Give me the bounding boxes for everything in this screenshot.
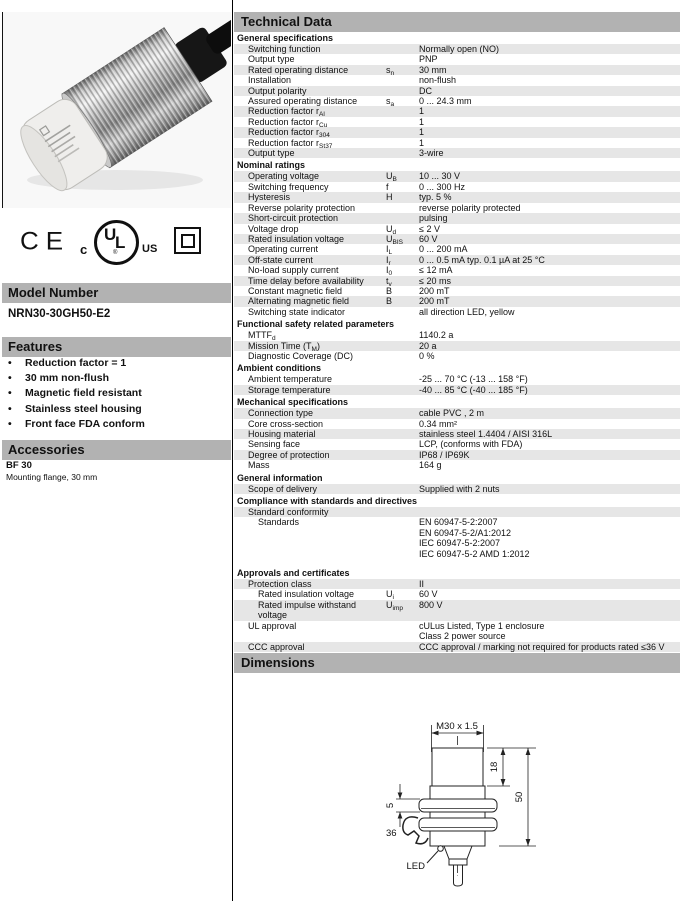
spec-value: 0 ... 300 Hz — [419, 181, 466, 192]
spec-value: 30 mm — [419, 64, 447, 75]
spec-label: Output type — [248, 148, 295, 159]
feature-item: • 30 mm non-flush — [8, 372, 110, 385]
spec-row — [234, 419, 680, 429]
spec-label: Reduction factor $r_{Al}$ — [248, 106, 325, 119]
registered-mark: ® — [113, 250, 118, 256]
spec-symbol — [386, 54, 419, 64]
spec-label: Switching frequency — [248, 181, 329, 192]
spec-label: Time delay before availability — [248, 275, 364, 286]
spec-value: 0 ... 24.3 mm — [419, 96, 472, 107]
protection-class-2-icon — [174, 227, 201, 254]
spec-symbol: B — [386, 285, 393, 296]
spec-row — [234, 330, 680, 343]
spec-section-title: General specifications — [237, 33, 334, 43]
spec-value: 1 — [419, 137, 425, 148]
spec-value: 0 % — [419, 350, 435, 361]
feature-item: • Reduction factor = 1 — [8, 357, 127, 369]
spec-row — [234, 439, 680, 449]
spec-symbol — [386, 579, 419, 589]
spec-label: Operating current — [248, 244, 319, 255]
spec-symbol — [386, 341, 419, 351]
feature-item: • Stainless steel housing — [8, 402, 142, 415]
spec-symbol: $I_L$ — [386, 244, 393, 257]
spec-label: Reverse polarity protection — [248, 202, 356, 213]
spec-row — [234, 86, 680, 96]
spec-value: 20 a — [419, 340, 437, 351]
overall-length-label: 50 — [514, 791, 525, 803]
spec-row — [234, 54, 680, 64]
spec-value: 1 — [419, 116, 425, 127]
spec-symbol — [386, 86, 419, 96]
spec-value: non-flush — [419, 75, 457, 86]
spec-value: 10 ... 30 V — [419, 171, 461, 182]
spec-label: Core cross-section — [248, 418, 324, 429]
spec-label: Connection type — [248, 408, 314, 419]
spec-symbol — [386, 429, 419, 439]
spec-value: ≤ 2 V — [419, 223, 440, 234]
spec-value: Normally open (NO) — [419, 44, 500, 54]
spec-row — [234, 484, 680, 494]
spec-row — [234, 579, 680, 589]
ce-mark: CE — [20, 226, 71, 256]
spec-symbol: $U_{BIS}$ — [386, 233, 403, 246]
spec-symbol — [386, 213, 419, 223]
spec-section-title: Nominal ratings — [237, 160, 306, 171]
spec-label: Hysteresis — [248, 192, 291, 203]
spec-symbol: $t_v$ — [386, 275, 392, 288]
spec-row — [234, 450, 680, 460]
spec-row — [234, 224, 680, 234]
accessory-name: BF 30 — [6, 460, 32, 471]
spec-symbol: H — [386, 192, 393, 203]
spec-label: Alternating magnetic field — [248, 296, 350, 307]
spec-symbol — [386, 517, 419, 559]
ul-canada-label: c — [80, 242, 88, 257]
spec-value: 0 ... 200 mA — [419, 244, 468, 255]
spec-row — [234, 75, 680, 85]
spec-value: cULus Listed, Type 1 enclosure Class 2 power source — [419, 620, 545, 642]
spec-section-title: Functional safety related parameters — [237, 319, 395, 330]
spec-value: PNP — [419, 54, 438, 65]
spec-value: LCP, (conforms with FDA) — [419, 439, 523, 450]
spec-label: Mission Time $(T_M)$ — [248, 340, 320, 353]
spec-section-title: Compliance with standards and directives — [237, 496, 418, 507]
spec-label: No-load supply current — [248, 265, 339, 276]
spec-row — [234, 213, 680, 223]
spec-value: stainless steel 1.4404 / AISI 316L — [419, 429, 553, 439]
spec-symbol — [386, 138, 419, 148]
spec-row — [234, 351, 680, 361]
spec-symbol — [386, 621, 419, 642]
nut-thickness-label: 5 — [385, 802, 396, 809]
spec-label: Installation — [248, 75, 292, 86]
spec-label: Scope of delivery — [248, 483, 318, 494]
spec-symbol — [386, 385, 419, 395]
spec-label: Assured operating distance — [248, 96, 358, 107]
model-number-value: NRN30-30GH50-E2 — [8, 308, 111, 320]
spec-row — [234, 296, 680, 306]
spec-symbol: $s_a$ — [386, 96, 395, 109]
spec-value: 1140.2 a — [419, 330, 454, 341]
spec-label: Diagnostic Coverage (DC) — [248, 350, 354, 361]
spec-symbol — [386, 450, 419, 460]
spec-row — [234, 589, 680, 602]
spec-symbol — [386, 148, 419, 158]
spec-label: Standards — [258, 517, 300, 528]
spec-row — [234, 182, 680, 192]
spec-row — [234, 429, 680, 439]
spec-value: 60 V — [419, 233, 438, 244]
spec-symbol — [386, 642, 419, 652]
dimension-drawing — [234, 672, 680, 901]
spec-value: CCC approval / marking not required for products rated ≤36 V — [419, 641, 665, 652]
spec-symbol — [386, 439, 419, 449]
spec-row — [234, 203, 680, 213]
spec-row — [234, 341, 680, 351]
spec-section-title: Ambient conditions — [237, 363, 321, 374]
spec-label: Standard conformity — [248, 507, 329, 518]
head-length-label: 18 — [489, 761, 500, 773]
spec-value: reverse polarity protected — [419, 202, 521, 213]
spec-symbol — [386, 106, 419, 116]
spec-symbol: B — [386, 296, 393, 307]
spec-label: Storage temperature — [248, 384, 331, 395]
spec-value: II — [419, 579, 425, 590]
spec-value: 60 V — [419, 589, 438, 600]
spec-symbol: $U_i$ — [386, 589, 394, 602]
spec-row — [234, 65, 680, 75]
led-label: LED — [406, 861, 425, 872]
spec-symbol — [386, 351, 419, 361]
column-divider — [232, 0, 233, 901]
spec-symbol: $I_0$ — [386, 265, 393, 278]
spec-value: IP68 / IP69K — [419, 449, 470, 460]
spec-label: Rated impulse withstand voltage — [258, 599, 357, 621]
cul-us-mark — [78, 218, 160, 270]
spec-label: Rated operating distance — [248, 64, 349, 75]
spec-label: Reduction factor $r_{Cu}$ — [248, 116, 328, 129]
spec-value: 0 ... 0.5 mA typ. 0.1 µA at 25 °C — [419, 254, 545, 265]
spec-value: ≤ 20 ms — [419, 275, 451, 286]
spec-symbol — [386, 419, 419, 429]
spec-row — [234, 96, 680, 109]
spec-label: Protection class — [248, 579, 312, 590]
technical-data-table — [234, 31, 680, 652]
spec-row — [234, 385, 680, 395]
spec-row — [234, 621, 680, 642]
spec-label: Housing material — [248, 429, 316, 439]
spec-symbol — [386, 203, 419, 213]
model-number-header: Model Number — [2, 283, 231, 303]
spec-label: Reduction factor $r_{304}$ — [248, 127, 330, 140]
spec-symbol — [386, 117, 419, 127]
spec-value: Supplied with 2 nuts — [419, 483, 500, 494]
spec-row — [234, 307, 680, 317]
spec-symbol — [386, 460, 419, 470]
feature-item: • Front face FDA conform — [8, 417, 145, 430]
spec-value: 1 — [419, 127, 425, 138]
spec-symbol: $U_d$ — [386, 223, 397, 236]
spec-row — [234, 265, 680, 278]
spec-row — [234, 286, 680, 296]
feature-item: • Magnetic field resistant — [8, 387, 142, 400]
spec-value: 200 mT — [419, 285, 450, 296]
spec-section-title: Approvals and certificates — [237, 568, 350, 579]
spec-row — [234, 517, 680, 559]
spec-row — [234, 171, 680, 184]
spec-symbol — [386, 75, 419, 85]
spec-label: Switching state indicator — [248, 306, 346, 317]
spec-value: 164 g — [419, 460, 442, 471]
product-photo-image — [3, 12, 231, 208]
technical-data-header: Technical Data — [234, 12, 680, 32]
spec-label: Rated insulation voltage — [258, 589, 355, 600]
spec-label: Off-state current — [248, 254, 313, 265]
accessories-header: Accessories — [2, 440, 231, 460]
spec-row — [234, 192, 680, 202]
spec-value — [419, 507, 680, 517]
spec-label: Degree of protection — [248, 449, 330, 460]
accessories-list — [6, 460, 226, 482]
spec-label: Ambient temperature — [248, 374, 333, 385]
spec-label: Switching function — [248, 44, 321, 54]
spec-symbol: $U_{imp}$ — [386, 599, 403, 612]
spec-value: 800 V — [419, 599, 443, 610]
spec-label: Output type — [248, 54, 295, 65]
spec-value: 200 mT — [419, 296, 450, 307]
spec-label: CCC approval — [248, 641, 305, 652]
spec-label: Reduction factor $r_{St37}$ — [248, 137, 333, 150]
spec-label: Voltage drop — [248, 223, 299, 234]
spec-label: Operating voltage — [248, 171, 320, 182]
spec-symbol — [386, 307, 419, 317]
spec-label: UL approval — [248, 620, 297, 631]
spec-row — [234, 234, 680, 244]
spec-value: DC — [419, 85, 432, 96]
spec-symbol: $I_r$ — [386, 254, 391, 267]
spec-section-title: Mechanical specifications — [237, 397, 349, 408]
spec-value: 0.34 mm² — [419, 418, 458, 429]
dimensions-header: Dimensions — [234, 653, 680, 673]
certification-marks — [2, 218, 230, 270]
spec-row — [234, 408, 680, 418]
spec-value: EN 60947-5-2:2007 EN 60947-5-2/A1:2012 IEC 60947-5-2:2007 IEC 60947-5-2 AMD 1:2012 — [419, 517, 530, 559]
spec-row — [234, 374, 680, 384]
spec-symbol: $s_n$ — [386, 64, 395, 77]
spec-row — [234, 106, 680, 119]
spec-value: cable PVC , 2 m — [419, 408, 485, 419]
spec-row — [234, 44, 680, 54]
spec-row — [234, 507, 680, 517]
accessory-description: Mounting flange, 30 mm — [6, 472, 98, 482]
spec-label: Output polarity — [248, 85, 307, 96]
spec-label: Sensing face — [248, 439, 301, 450]
spec-row — [234, 460, 680, 470]
spec-symbol — [386, 484, 419, 494]
spec-row — [234, 642, 680, 652]
spec-row — [234, 244, 680, 257]
spec-row — [234, 127, 680, 140]
features-header: Features — [2, 337, 231, 357]
spec-value: 3-wire — [419, 148, 444, 159]
spec-symbol: $U_B$ — [386, 171, 397, 184]
accessory-item — [6, 460, 226, 482]
spec-row — [234, 255, 680, 265]
spec-section-title: General information — [237, 472, 323, 483]
spec-label: Mass — [248, 460, 270, 471]
spec-value: ≤ 12 mA — [419, 265, 453, 276]
spec-symbol — [386, 330, 419, 340]
spec-symbol — [386, 408, 419, 418]
spec-symbol — [386, 507, 419, 517]
spec-row — [234, 600, 680, 621]
spec-row — [234, 117, 680, 127]
thread-dimension-label: M30 x 1.5 — [436, 721, 478, 732]
spec-value: -40 ... 85 °C (-40 ... 185 °F) — [419, 384, 528, 395]
spec-value: typ. 5 % — [419, 192, 452, 203]
spec-value: all direction LED, yellow — [419, 306, 515, 317]
spec-row — [234, 138, 680, 148]
spec-symbol: f — [386, 181, 389, 192]
spec-row — [234, 276, 680, 286]
spec-symbol — [386, 44, 419, 54]
product-photo — [2, 12, 231, 208]
spec-label: Short-circuit protection — [248, 213, 339, 224]
wrench-size-label: 36 — [386, 828, 397, 839]
ul-circle-icon: U L ® — [94, 220, 139, 265]
spec-row — [234, 148, 680, 158]
spec-label: $MTTF_d$ — [248, 330, 276, 343]
features-list — [8, 356, 228, 432]
spec-label: Constant magnetic field — [248, 285, 343, 296]
spec-label: Rated insulation voltage — [248, 233, 345, 244]
spec-value: pulsing — [419, 213, 448, 224]
spec-value: -25 ... 70 °C (-13 ... 158 °F) — [419, 374, 528, 385]
spec-value: 1 — [419, 106, 425, 117]
spec-symbol — [386, 127, 419, 137]
spec-symbol — [386, 374, 419, 384]
ul-us-label: US — [142, 243, 158, 255]
